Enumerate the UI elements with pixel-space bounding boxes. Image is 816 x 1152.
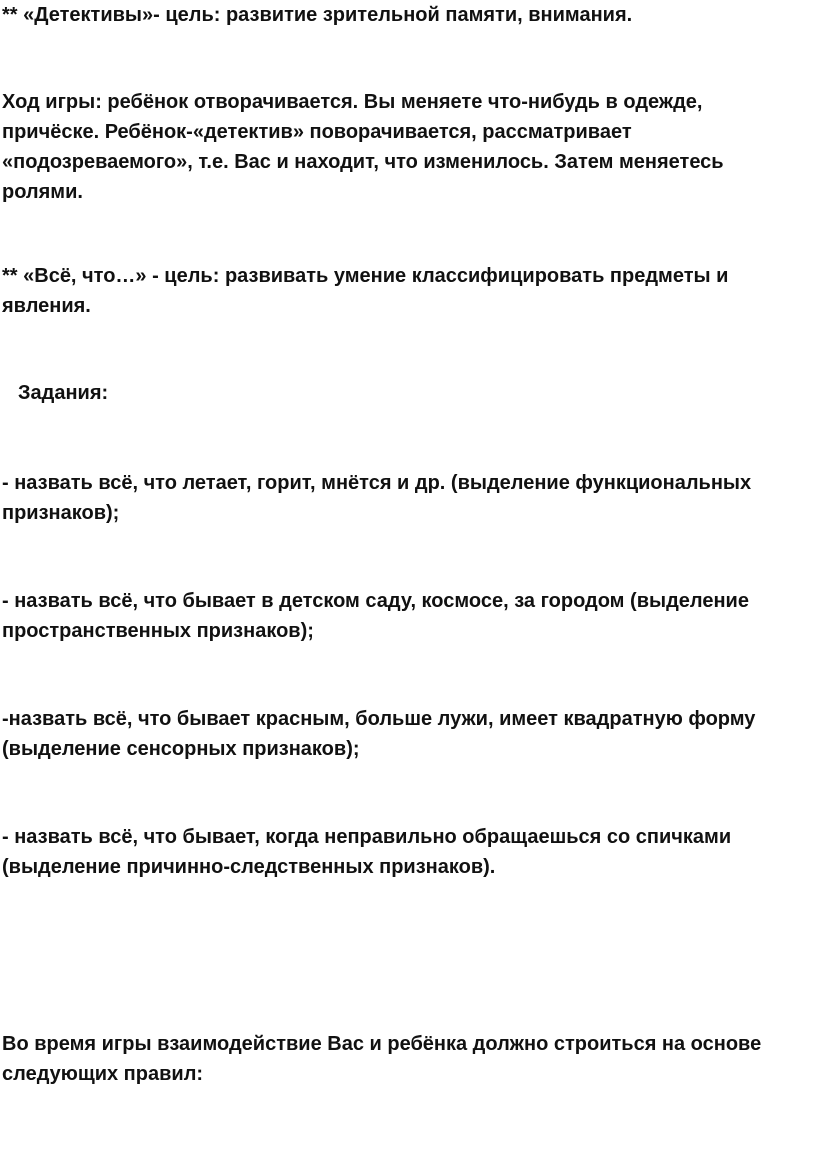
text-line: следующих правил: xyxy=(2,1063,204,1085)
text-line: причёске. Ребёнок-«детектив» поворачивается, рассматривает xyxy=(2,121,632,143)
text-line: «подозреваемого», т.е. Вас и находит, что изменилось. Затем меняетесь xyxy=(2,151,724,173)
text-line: признаков); xyxy=(2,502,120,524)
all-that-game-title xyxy=(2,261,814,321)
text-line: -назвать всё, что бывает красным, больше лужи, имеет квадратную форму xyxy=(2,708,756,730)
detectives-game-rules xyxy=(2,87,814,207)
text-line: (выделение причинно-следственных признаков). xyxy=(2,856,496,878)
text-line: ролями. xyxy=(2,181,83,203)
tasks-heading xyxy=(2,378,816,408)
text-line: (выделение сенсорных признаков); xyxy=(2,738,360,760)
detectives-game-title xyxy=(2,0,814,30)
text-line: - назвать всё, что бывает, когда неправильно обращаешься со спичками xyxy=(2,826,732,848)
text-line: - назвать всё, что летает, горит, мнётся и др. (выделение функциональных xyxy=(2,472,752,494)
text-line: ** «Всё, что…» - цель: развивать умение классифицировать предметы и xyxy=(2,265,729,287)
text-line: Ход игры: ребёнок отворачивается. Вы меняете что-нибудь в одежде, xyxy=(2,91,703,113)
task-functional xyxy=(2,468,814,528)
task-causal xyxy=(2,822,814,882)
text-line: пространственных признаков); xyxy=(2,620,314,642)
interaction-rules xyxy=(2,1029,814,1089)
text-line: Задания: xyxy=(18,382,109,404)
task-sensory xyxy=(2,704,814,764)
text-line: ** «Детективы»- цель: развитие зрительной памяти, внимания. xyxy=(2,4,633,26)
text-line: - назвать всё, что бывает в детском саду, космосе, за городом (выделение xyxy=(2,590,749,612)
text-line: Во время игры взаимодействие Вас и ребёнка должно строиться на основе xyxy=(2,1033,762,1055)
text-line: явления. xyxy=(2,295,91,317)
task-spatial xyxy=(2,586,814,646)
